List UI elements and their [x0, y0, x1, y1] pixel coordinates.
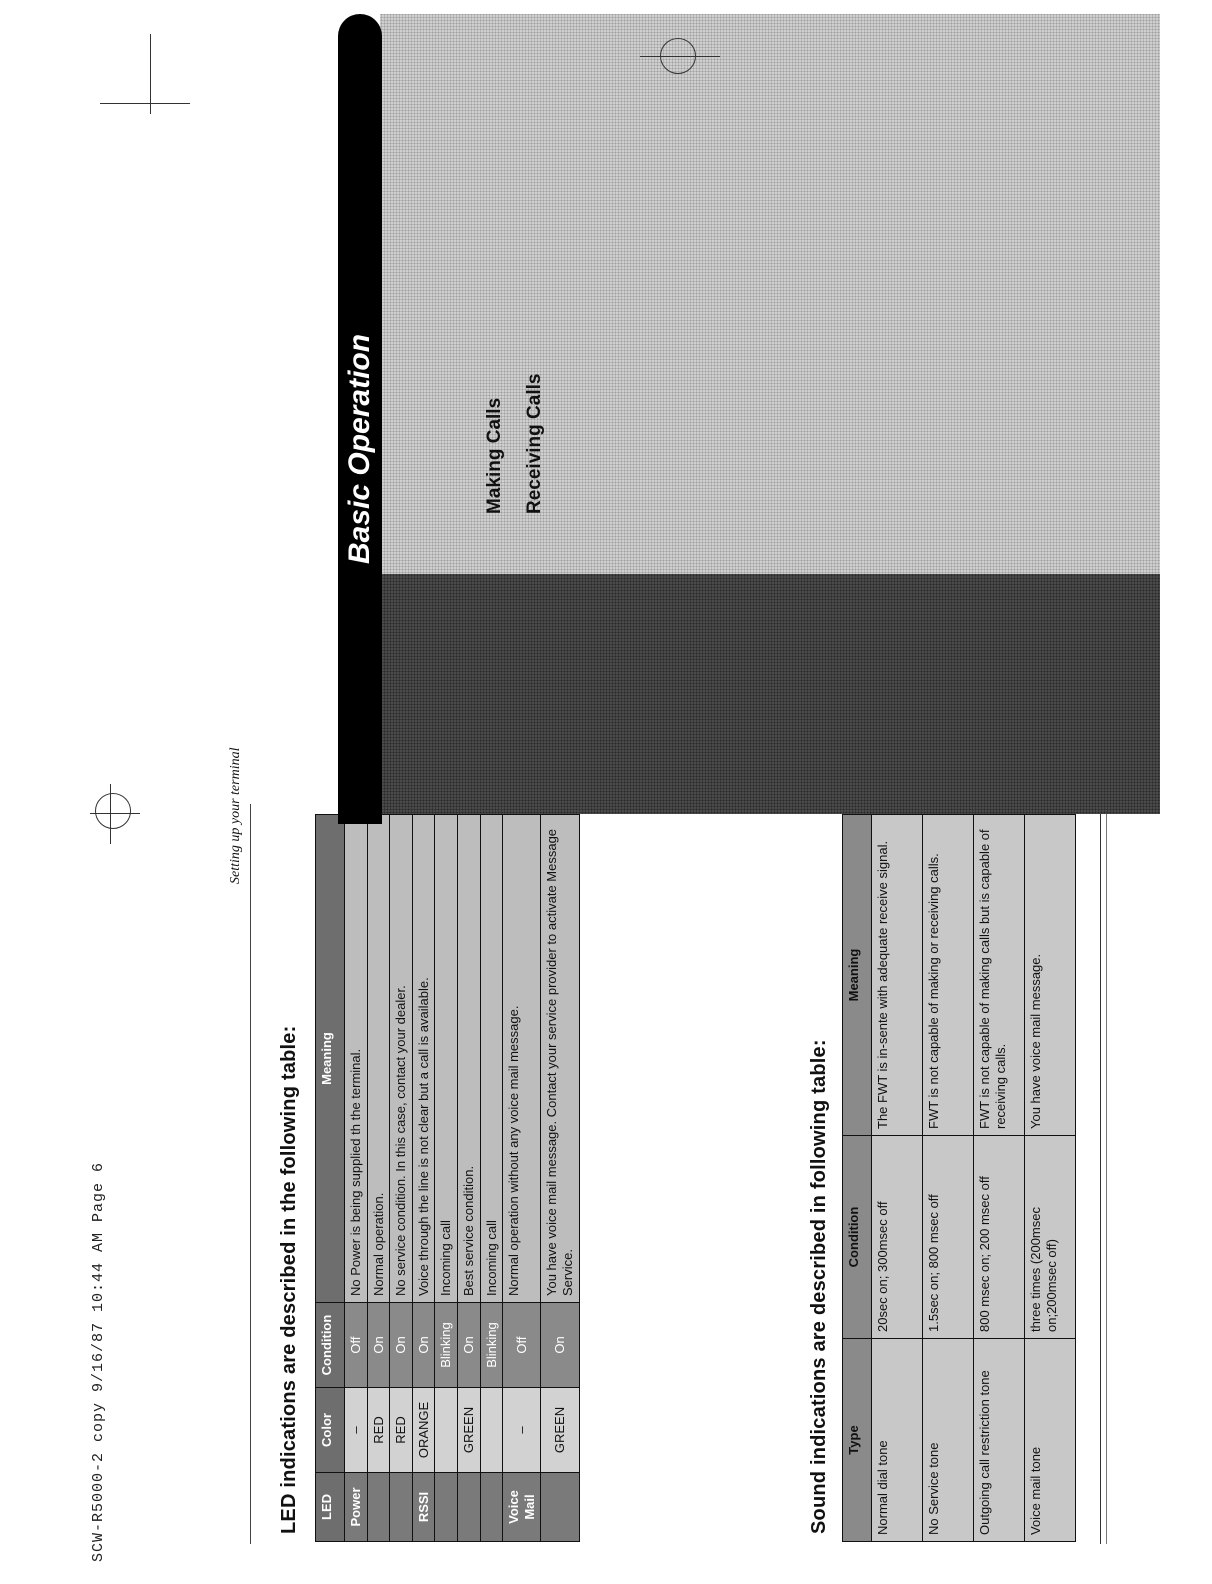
chapter-item-making-calls: Making Calls [484, 397, 505, 514]
led-condition: Off [503, 1303, 541, 1388]
led-condition: On [412, 1303, 435, 1388]
chapter-title: Basic Operation [343, 333, 376, 564]
led-name: Voice Mail [503, 1473, 541, 1542]
led-condition: On [457, 1303, 480, 1388]
column-header-condition: Condition [316, 1303, 345, 1388]
column-header-meaning: Meaning [843, 815, 872, 1136]
sound-condition: 20sec on; 300msec off [872, 1136, 923, 1339]
crop-mark [640, 56, 720, 57]
led-name: Power [345, 1473, 368, 1542]
column-header-condition: Condition [843, 1136, 872, 1339]
led-meaning: No Power is being supplied th the terminal. [345, 815, 368, 1303]
led-name [390, 1473, 413, 1542]
led-condition: Blinking [480, 1303, 503, 1388]
registration-mark-icon [95, 793, 131, 829]
led-meaning: You have voice mail message. Contact your service provider to activate Message Service. [541, 815, 579, 1303]
table-row [974, 815, 1025, 1542]
led-name [367, 1473, 390, 1542]
crop-mark [150, 34, 151, 114]
table-row [872, 815, 923, 1542]
print-header: SCW-R5000-2 copy 9/16/87 10:44 AM Page 6 [90, 1161, 107, 1562]
led-condition: On [390, 1303, 413, 1388]
table-row [503, 815, 541, 1542]
sound-condition: 800 msec on; 200 msec off [974, 1136, 1025, 1339]
chapter-item-receiving-calls: Receiving Calls [524, 373, 545, 514]
led-condition: On [367, 1303, 390, 1388]
led-color: ORANGE [412, 1388, 435, 1473]
sound-meaning: You have voice mail message. [1025, 815, 1076, 1136]
led-name: RSSI [412, 1473, 435, 1542]
sound-meaning: FWT is not capable of making or receiving calls. [923, 815, 974, 1136]
sound-meaning: The FWT is in-sente with adequate receive signal. [872, 815, 923, 1136]
table-row [345, 815, 368, 1542]
table-row [541, 815, 579, 1542]
column-header-led: LED [316, 1473, 345, 1542]
led-condition: Blinking [435, 1303, 458, 1388]
sound-type: No Service tone [923, 1339, 974, 1542]
led-color [435, 1388, 458, 1473]
column-header-type: Type [843, 1339, 872, 1542]
led-color: GREEN [541, 1388, 579, 1473]
sound-condition: 1.5sec on; 800 msec off [923, 1136, 974, 1339]
led-color: RED [367, 1388, 390, 1473]
table-row [457, 815, 480, 1542]
led-color: – [345, 1388, 368, 1473]
led-name [541, 1473, 579, 1542]
table-row [1025, 815, 1076, 1542]
sound-type: Normal dial tone [872, 1339, 923, 1542]
sound-type: Voice mail tone [1025, 1339, 1076, 1542]
led-meaning: Voice through the line is not clear but a call is available. [412, 815, 435, 1303]
running-head: Setting up your terminal [228, 747, 243, 884]
led-meaning: Incoming call [480, 815, 503, 1303]
sound-table-header-row [843, 815, 872, 1542]
sound-meaning: FWT is not capable of making calls but is capable of receiving calls. [974, 815, 1025, 1136]
led-color: – [503, 1388, 541, 1473]
led-condition: On [541, 1303, 579, 1388]
led-color: RED [390, 1388, 413, 1473]
led-meaning: No service condition. In this case, contact your dealer. [390, 815, 413, 1303]
bottom-rule [1100, 804, 1101, 1544]
chapter-dark-panel [380, 574, 1160, 814]
led-table [315, 814, 580, 1542]
column-header-meaning: Meaning [316, 815, 345, 1303]
table-row [390, 815, 413, 1542]
led-table-heading: LED indications are described in the following table: [278, 1025, 300, 1534]
led-color [480, 1388, 503, 1473]
top-rule [250, 804, 251, 1544]
sound-type: Outgoing call restriction tone [974, 1339, 1025, 1542]
led-meaning: Incoming call [435, 815, 458, 1303]
bottom-rule-thin [1106, 804, 1107, 1544]
table-row [435, 815, 458, 1542]
led-name [435, 1473, 458, 1542]
led-table-header-row [316, 815, 345, 1542]
table-row [367, 815, 390, 1542]
led-name [457, 1473, 480, 1542]
led-meaning: Best service condition. [457, 815, 480, 1303]
sound-table [842, 814, 1076, 1542]
sound-condition: three times (200msec on;200msec off) [1025, 1136, 1076, 1339]
led-meaning: Normal operation without any voice mail message. [503, 815, 541, 1303]
led-meaning: Normal operation. [367, 815, 390, 1303]
table-row [480, 815, 503, 1542]
crop-mark [100, 103, 190, 104]
sound-table-heading: Sound indications are described in following table: [808, 1039, 830, 1534]
led-condition: Off [345, 1303, 368, 1388]
table-row [412, 815, 435, 1542]
table-row [923, 815, 974, 1542]
column-header-color: Color [316, 1388, 345, 1473]
led-name [480, 1473, 503, 1542]
led-color: GREEN [457, 1388, 480, 1473]
